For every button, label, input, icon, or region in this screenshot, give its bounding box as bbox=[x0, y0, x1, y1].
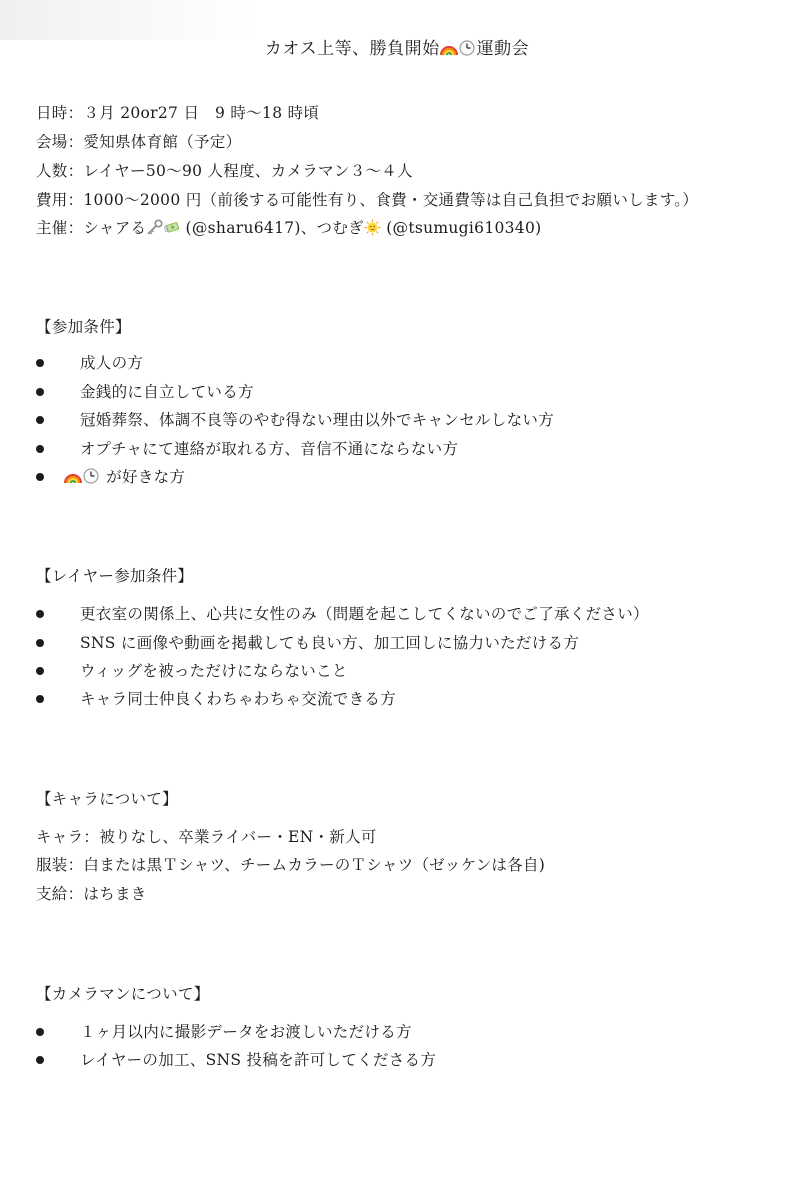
document-title bbox=[0, 34, 794, 59]
rainbow-icon bbox=[64, 468, 82, 484]
chara-line: 支給：はちまき bbox=[36, 885, 147, 903]
title-prefix: カオス上等、勝負開始 bbox=[264, 39, 440, 59]
host-handle-1: (@sharu6417)、つむぎ bbox=[185, 219, 364, 237]
clock-icon bbox=[83, 468, 99, 484]
title-suffix: 運動会 bbox=[476, 39, 530, 59]
bullet-icon bbox=[36, 1028, 44, 1036]
info-cost: 費用：1000〜2000 円（前後する可能性有り、食費・交通費等は自己負担でお願いします。） bbox=[36, 191, 699, 209]
bullet-icon bbox=[36, 610, 44, 618]
chara-heading: 【キャラについて】 bbox=[36, 790, 178, 808]
list-item-label: が好きな方 bbox=[106, 468, 186, 486]
bullet-icon bbox=[36, 695, 44, 703]
camera-heading: 【カメラマンについて】 bbox=[36, 985, 210, 1003]
info-venue: 会場：愛知県体育館（予定） bbox=[36, 133, 242, 151]
clock-icon bbox=[459, 40, 475, 56]
sun-face-icon bbox=[364, 219, 381, 236]
bullet-icon bbox=[36, 416, 44, 424]
money-wings-icon bbox=[163, 219, 180, 236]
bullet-icon bbox=[36, 359, 44, 367]
bullet-icon bbox=[36, 473, 44, 481]
info-people: 人数：レイヤー50〜90 人程度、カメラマン３〜４人 bbox=[36, 162, 413, 180]
bullet-icon bbox=[36, 388, 44, 396]
bullet-icon bbox=[36, 445, 44, 453]
host-handle-2: (@tsumugi610340) bbox=[386, 219, 542, 237]
bullet-icon bbox=[36, 667, 44, 675]
bullet-icon bbox=[36, 639, 44, 647]
host-prefix: 主催：シャアる bbox=[36, 219, 147, 237]
document-page: カオス上等、勝負開始 運動会 日時：３月 20or27 日 9 時〜18 時頃 会場：愛知県体育館（予定） 人数：レイヤー50〜90 人程度、カメラマン３〜４人 費用：1000〜2000 円（前後する可能性有り、食費・交通費等は自己負担でお願いします。） 主催：シャアる (@sharu6417)、つむぎ (@tsumugi610340) 【参加条件】 成人の方 金銭的に自立している方 冠婚葬祭、体調不良等のやむ得ない理由以外でキャンセルしない方 オプチャにて連絡が取れる方、音信不通にならない方 が好きな方 【レイヤー参加条件】 更衣室の関係上、心共に女性のみ（問題を起こしてくないのでご了承ください） SNS に画像や動画を掲載しても良い方、加工回しに協力いただける方 ウィッグを被っただけにならないこと キャラ同士仲良くわちゃわちゃ交流できる方 【キャラについて】 キャラ：被りなし、卒業ライバー・EN・新人可 服装：白または黒Ｔシャツ、チームカラーのＴシャツ（ゼッケンは各自) 支給：はちまき 【カメラマンについて】 １ヶ月以内に撮影データをお渡しいただける方 レイヤーの加工、SNS 投稿を許可してくださる方 bbox=[0, 0, 794, 1200]
chara-line: キャラ：被りなし、卒業ライバー・EN・新人可 bbox=[36, 828, 377, 846]
key-icon bbox=[146, 219, 163, 236]
chara-line: 服装：白または黒Ｔシャツ、チームカラーのＴシャツ（ゼッケンは各自) bbox=[36, 856, 546, 874]
info-host bbox=[36, 218, 541, 238]
rainbow-icon bbox=[440, 40, 458, 56]
bullet-icon bbox=[36, 1056, 44, 1064]
info-date: 日時：３月 20or27 日 9 時〜18 時頃 bbox=[36, 104, 320, 122]
participation-heading: 【参加条件】 bbox=[36, 318, 131, 336]
layer-heading: 【レイヤー参加条件】 bbox=[36, 567, 194, 585]
